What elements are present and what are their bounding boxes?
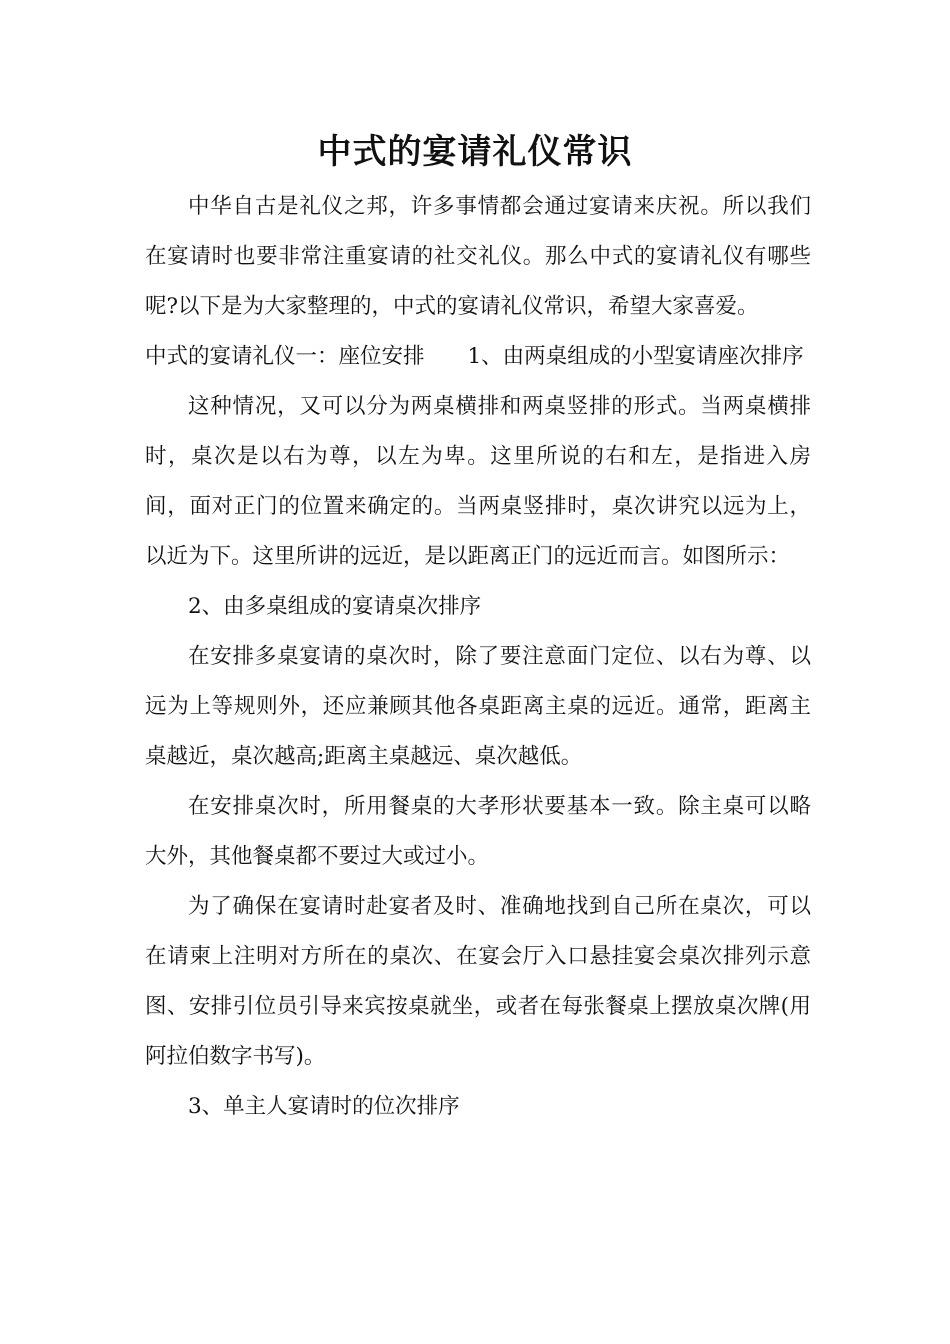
paragraph-table-shape: 在安排桌次时，所用餐桌的大孝形状要基本一致。除主桌可以略大外，其他餐桌都不要过大或过小。 [145,794,811,869]
document-body [145,182,811,1132]
paragraph-table-guidance: 为了确保在宴请时赴宴者及时、准确地找到自己所在桌次，可以在请柬上注明对方所在的桌次、在宴会厅入口悬挂宴会桌次排列示意图、安排引位员引导来宾按桌就坐，或者在每张餐桌上摆放桌次牌(用阿拉伯数字书写)。 [145,894,811,1069]
paragraph-multi-tables: 在安排多桌宴请的桌次时，除了要注意面门定位、以右为尊、以远为上等规则外，还应兼顾其他各桌距离主桌的远近。通常，距离主桌越近，桌次越高;距离主桌越远、桌次越低。 [145,644,811,769]
paragraph-section-2-heading: 2、由多桌组成的宴请桌次排序 [188,594,482,619]
document-title: 中式的宴请礼仪常识 [317,132,633,172]
paragraph-section-3-heading: 3、单主人宴请时的位次排序 [188,1094,460,1119]
paragraph-section-1-heading: 中式的宴请礼仪一：座位安排 1、由两桌组成的小型宴请座次排序 [145,344,804,369]
paragraph-intro: 中华自古是礼仪之邦，许多事情都会通过宴请来庆祝。所以我们在宴请时也要非常注重宴请的社交礼仪。那么中式的宴请礼仪有哪些呢?以下是为大家整理的，中式的宴请礼仪常识，希望大家喜爱。 [145,194,811,319]
paragraph-two-tables: 这种情况，又可以分为两桌横排和两桌竖排的形式。当两桌横排时，桌次是以右为尊，以左为卑。这里所说的右和左，是指进入房间，面对正门的位置来确定的。当两桌竖排时，桌次讲究以远为上，以近为下。这里所讲的远近，是以距离正门的远近而言。如图所示： [145,394,811,569]
